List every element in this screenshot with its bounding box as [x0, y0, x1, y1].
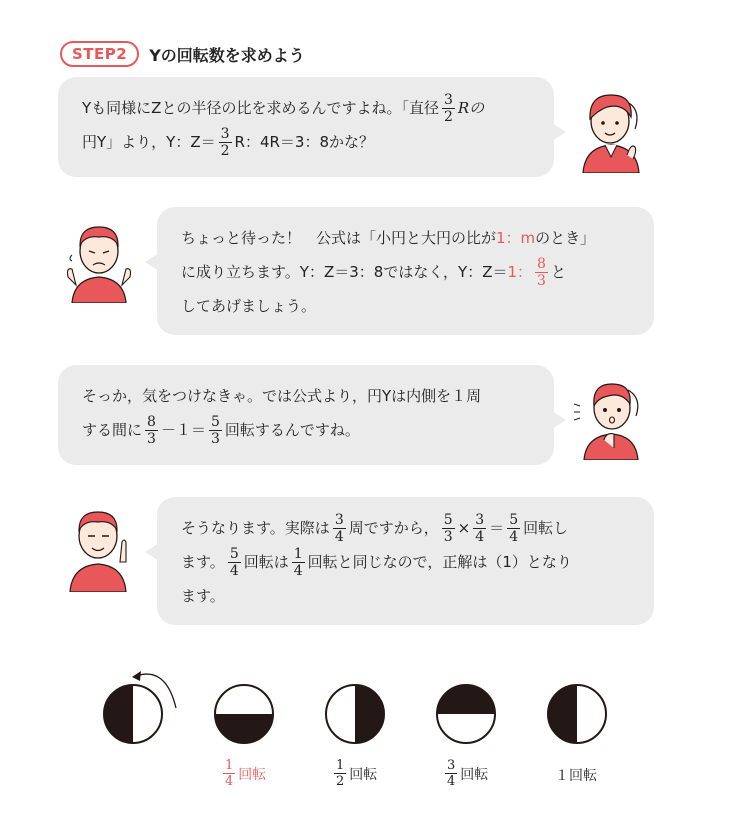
text: 回転と同じなので，正解は（1）となり: [307, 553, 572, 571]
fraction: $\frac{1}{2}$: [336, 758, 345, 789]
equals-sign: ＝: [489, 519, 505, 537]
bubble-3-line-1: [82, 379, 530, 413]
text: ます。: [181, 587, 225, 605]
step-title: Yの回転数を求めよう: [149, 45, 305, 65]
text: Rの: [457, 99, 485, 117]
fraction: $\frac{5}{4}$: [229, 545, 239, 579]
disk-top-half: [434, 682, 498, 746]
bubble-4-line-2: [181, 545, 630, 579]
bubble-4-line-3: [181, 579, 630, 613]
text: 回転し: [523, 519, 569, 537]
bubble-4-line-1: [181, 511, 630, 545]
caption-text: 回転: [460, 766, 489, 783]
fraction: $\frac{1}{4}$: [293, 545, 303, 579]
fraction: $\frac{5}{3}$: [443, 511, 453, 545]
text: する間に: [82, 421, 143, 439]
boy-avatar-pointing: [62, 500, 136, 592]
text: Yも同様にZとの半径の比を求めるんですよね。「直径: [82, 99, 439, 117]
step-header: [60, 41, 305, 67]
caption-text: 回転: [238, 766, 267, 783]
text: 回転は: [243, 553, 289, 571]
girl-avatar: [577, 85, 645, 173]
fraction: $\frac{3}{4}$: [475, 511, 485, 545]
caption-full-turn: [555, 765, 597, 785]
text: 円Y」より，Y：Z＝: [82, 133, 216, 151]
fraction: $\frac{3}{4}$: [334, 511, 344, 545]
speech-bubble-4: [157, 497, 654, 625]
speech-bubble-3: [58, 365, 554, 465]
disk-bottom-half: [212, 682, 276, 746]
caption-quarter-turn: [220, 758, 266, 789]
bubble-2-line-1: [181, 221, 630, 255]
fraction: $\frac{5}{4}$: [509, 511, 519, 545]
bubble-2-line-2: [181, 255, 630, 289]
text: してあげましょう。: [181, 297, 317, 315]
fraction: $\frac{8}{3}$: [537, 255, 546, 289]
text: －１＝: [160, 421, 206, 439]
caption-text: １回転: [555, 768, 597, 784]
fraction: $\frac{5}{3}$: [210, 413, 220, 447]
caption-half-turn: [331, 758, 377, 789]
disk-left-half: [101, 682, 165, 746]
boy-avatar-worried: [62, 215, 136, 303]
text: ちょっと待った！ 公式は「小円と大円の比が: [181, 229, 497, 247]
step-badge: STEP2: [60, 41, 139, 67]
disk-right-half: [323, 682, 387, 746]
bubble-1-line-1: [82, 91, 530, 125]
disk-left-half-full-turn: [545, 682, 609, 746]
fraction: $\frac{1}{4}$: [225, 758, 234, 789]
bubble-3-line-2: [82, 413, 530, 447]
fraction: $\frac{3}{4}$: [447, 758, 456, 789]
fraction: $\frac{8}{3}$: [147, 413, 156, 447]
text: 周ですから，: [348, 519, 439, 537]
text: のとき」: [535, 229, 596, 247]
highlight-ratio: 1：m: [496, 229, 536, 247]
caption-text: 回転: [349, 766, 378, 783]
fraction: $\frac{3}{2}$: [443, 91, 453, 125]
text: R：4R＝3：8かな？: [234, 133, 375, 151]
times-sign: ×: [457, 519, 471, 537]
text: そうなります。実際は: [181, 519, 330, 537]
text: と: [550, 263, 566, 281]
highlight-ratio: 1：: [507, 263, 533, 281]
speech-bubble-1: [58, 77, 554, 177]
text: ます。: [181, 553, 225, 571]
text: に成り立ちます。Y：Z＝3：8ではなく，Y：Z＝: [181, 263, 508, 281]
text: 回転するんですね。: [224, 421, 360, 439]
caption-three-quarter-turn: [442, 758, 488, 789]
speech-bubble-2: [157, 207, 654, 335]
bubble-2-line-3: [181, 289, 630, 323]
fraction: $\frac{3}{2}$: [220, 125, 230, 159]
bubble-1-line-2: [82, 125, 530, 159]
text: そっか，気をつけなきゃ。では公式より，円Yは内側を１周: [82, 387, 482, 405]
girl-avatar-surprised: [574, 370, 646, 460]
